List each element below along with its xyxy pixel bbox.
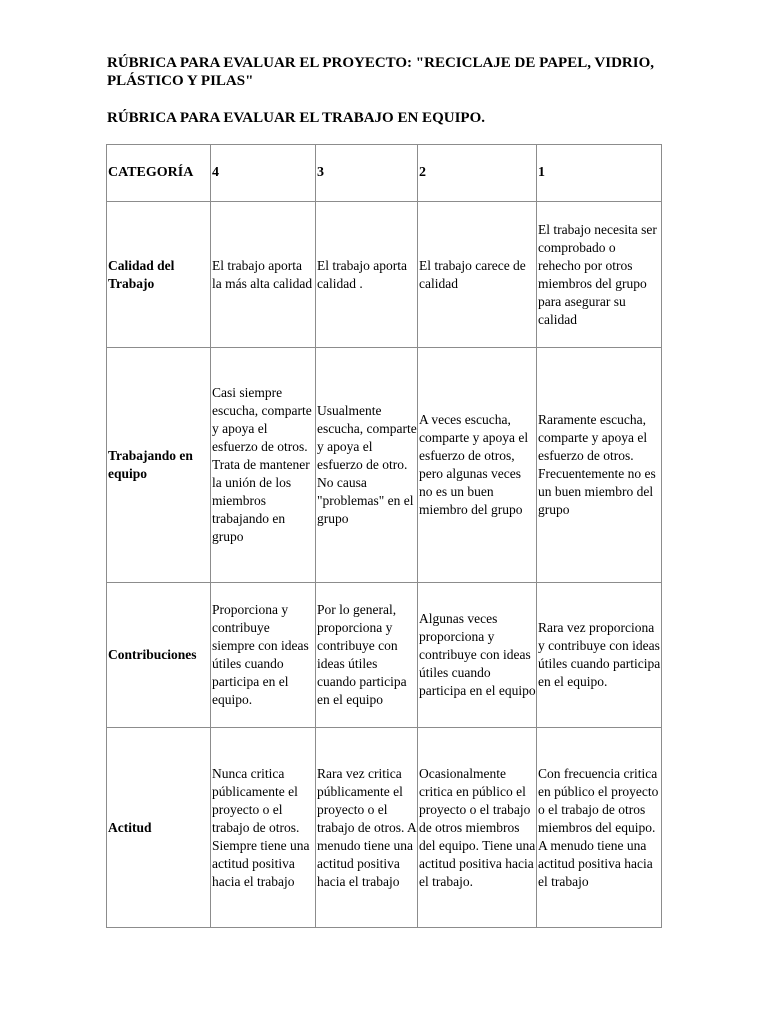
rubric-table: [106, 144, 662, 928]
criteria-cell: Raramente escucha, comparte y apoya el esfuerzo de otros. Frecuentemente no es un buen miembro del grupo: [537, 348, 662, 583]
category-cell: Calidad del Trabajo: [107, 202, 211, 348]
criteria-cell: Nunca critica públicamente el proyecto o el trabajo de otros. Siempre tiene una actitud positiva hacia el trabajo: [211, 728, 316, 928]
criteria-cell: Rara vez proporciona y contribuye con ideas útiles cuando participa en el equipo.: [537, 583, 662, 728]
criteria-cell: Proporciona y contribuye siempre con ideas útiles cuando participa en el equipo.: [211, 583, 316, 728]
category-cell: Trabajando en equipo: [107, 348, 211, 583]
criteria-cell: El trabajo necesita ser comprobado o rehecho por otros miembros del grupo para asegurar su calidad: [537, 202, 662, 348]
category-cell: Contribuciones: [107, 583, 211, 728]
criteria-cell: Casi siempre escucha, comparte y apoya el esfuerzo de otros. Trata de mantener la unión de los miembros trabajando en grupo: [211, 348, 316, 583]
header-cell-score-4: 4: [211, 145, 316, 202]
header-cell-score-2: 2: [418, 145, 537, 202]
document-title: RÚBRICA PARA EVALUAR EL PROYECTO: "RECICLAJE DE PAPEL, VIDRIO, PLÁSTICO Y PILAS": [107, 55, 655, 89]
header-cell-category: CATEGORÍA: [107, 145, 211, 202]
table-row: [107, 583, 662, 728]
table-row: [107, 202, 662, 348]
document-subtitle: RÚBRICA PARA EVALUAR EL TRABAJO EN EQUIPO.: [107, 110, 485, 126]
header-cell-score-1: 1: [537, 145, 662, 202]
table-row: [107, 728, 662, 928]
criteria-cell: Por lo general, proporciona y contribuye con ideas útiles cuando participa en el equipo: [316, 583, 418, 728]
category-cell: Actitud: [107, 728, 211, 928]
criteria-cell: El trabajo aporta la más alta calidad: [211, 202, 316, 348]
criteria-cell: El trabajo aporta calidad .: [316, 202, 418, 348]
header-cell-score-3: 3: [316, 145, 418, 202]
criteria-cell: Rara vez critica públicamente el proyecto o el trabajo de otros. A menudo tiene una actitud positiva hacia el trabajo: [316, 728, 418, 928]
criteria-cell: Ocasionalmente critica en público el proyecto o el trabajo de otros miembros del equipo. Tiene una actitud positiva hacia el trabajo.: [418, 728, 537, 928]
criteria-cell: A veces escucha, comparte y apoya el esfuerzo de otros, pero algunas veces no es un buen miembro del grupo: [418, 348, 537, 583]
criteria-cell: Algunas veces proporciona y contribuye con ideas útiles cuando participa en el equipo: [418, 583, 537, 728]
table-header-row: [107, 145, 662, 202]
table-row: [107, 348, 662, 583]
criteria-cell: Con frecuencia critica en público el proyecto o el trabajo de otros miembros del equipo. A menudo tiene una actitud positiva hacia el trabajo: [537, 728, 662, 928]
criteria-cell: Usualmente escucha, comparte y apoya el esfuerzo de otro. No causa "problemas" en el grupo: [316, 348, 418, 583]
criteria-cell: El trabajo carece de calidad: [418, 202, 537, 348]
